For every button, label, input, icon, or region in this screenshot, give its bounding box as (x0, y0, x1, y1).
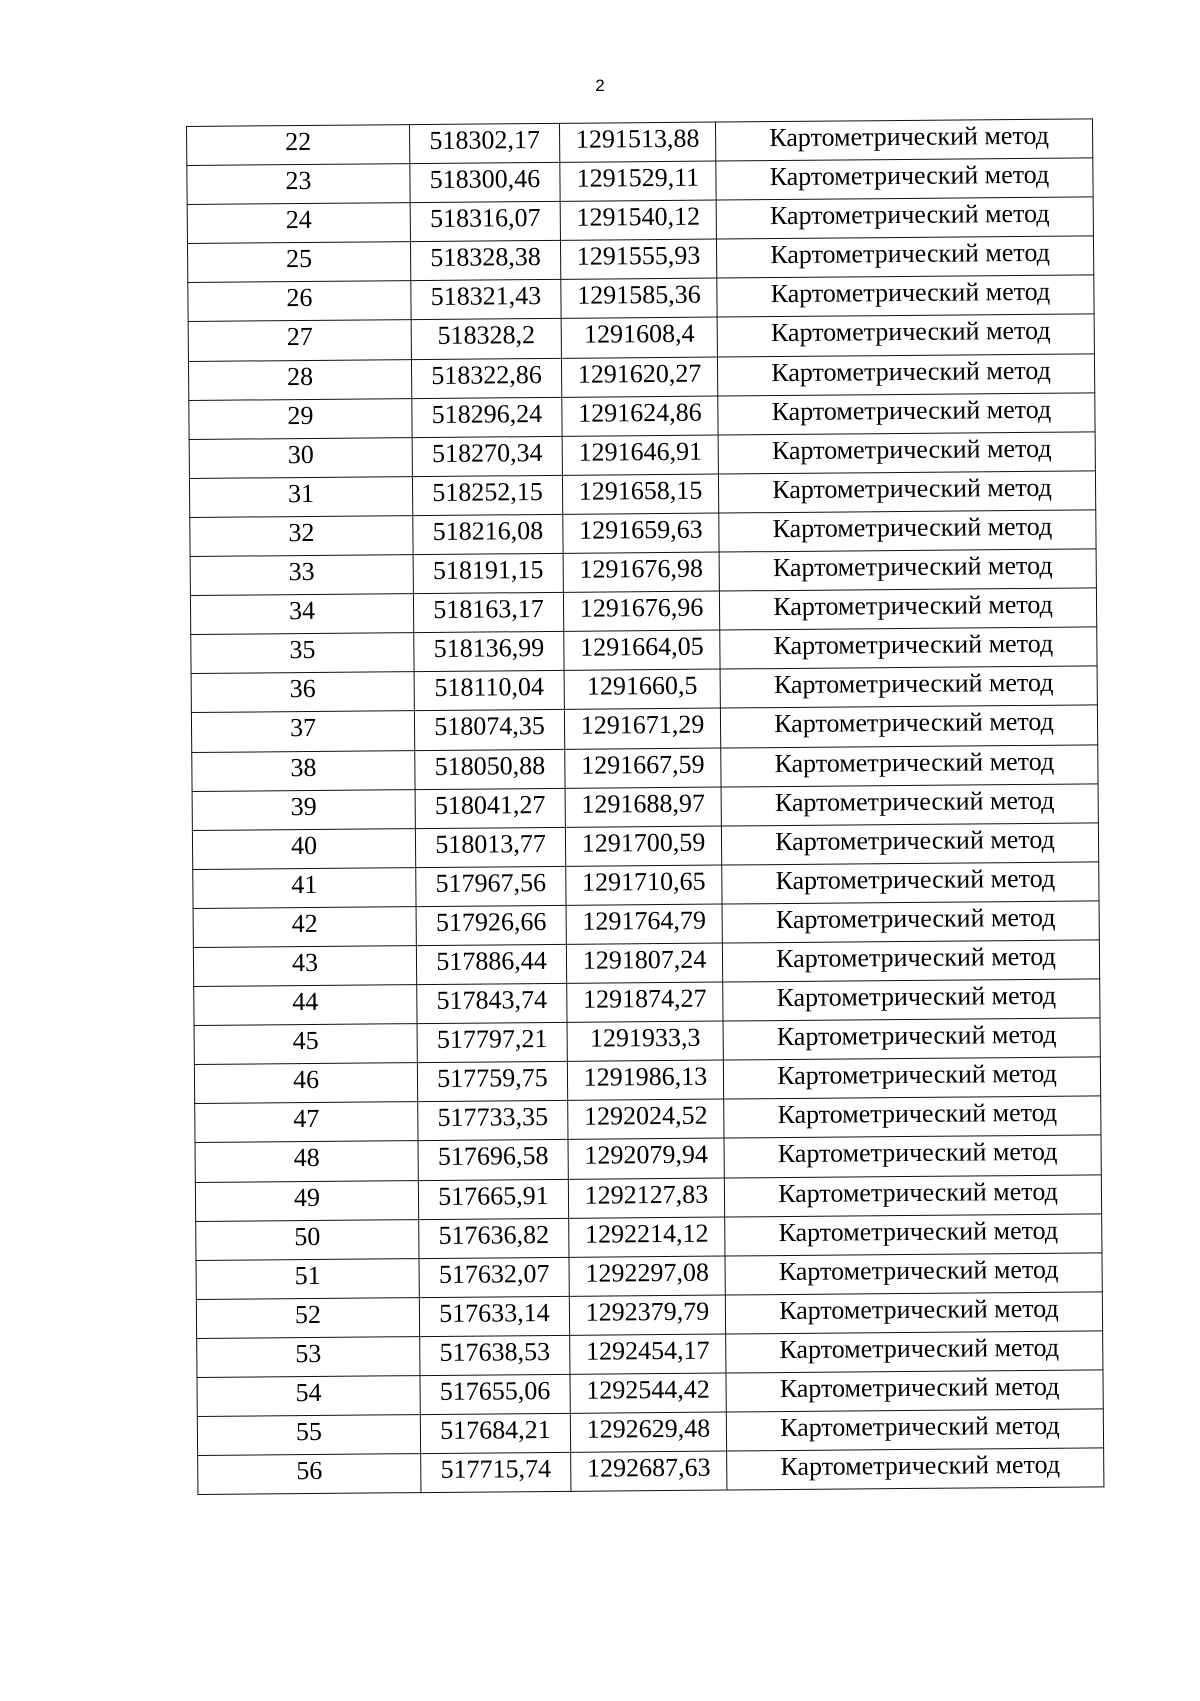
method-cell-text: Картометрический метод (771, 433, 1052, 465)
method-cell-text: Картометрический метод (775, 902, 1056, 934)
x-coordinate-cell-text: 517632,07 (438, 1258, 550, 1289)
y-coordinate-cell (568, 1138, 724, 1178)
y-coordinate-cell-text: 1291676,96 (579, 592, 704, 623)
x-coordinate-cell-text: 518041,27 (434, 789, 546, 820)
point-number-cell (193, 867, 416, 908)
method-cell-text: Картометрический метод (773, 589, 1053, 622)
point-number-cell (195, 1102, 418, 1143)
y-coordinate-cell (567, 1021, 723, 1061)
y-coordinate-cell (560, 200, 716, 240)
method-cell-text: Картометрический метод (771, 355, 1051, 387)
y-coordinate-cell (568, 1178, 724, 1218)
point-number-cell (190, 594, 413, 635)
method-cell (725, 1292, 1102, 1334)
point-number-cell (194, 1024, 417, 1065)
x-coordinate-cell-text: 518321,43 (430, 281, 542, 312)
point-number-cell (187, 164, 410, 205)
method-cell (717, 314, 1094, 356)
x-coordinate-cell (420, 1335, 570, 1375)
method-cell (722, 901, 1099, 943)
y-coordinate-cell (565, 787, 721, 827)
x-coordinate-cell-text: 518270,34 (431, 437, 543, 468)
x-coordinate-cell (413, 553, 563, 593)
point-number-cell (188, 320, 411, 361)
method-cell (720, 705, 1097, 747)
x-coordinate-cell (417, 1022, 567, 1062)
coordinates-table-body (187, 119, 1104, 1495)
method-cell-text: Картометрический метод (769, 159, 1050, 192)
point-number-cell (198, 1454, 421, 1495)
y-coordinate-cell-text: 1291671,29 (580, 710, 705, 741)
x-coordinate-cell-text: 517797,21 (436, 1024, 548, 1055)
y-coordinate-cell (560, 239, 716, 279)
y-coordinate-cell-text: 1292687,63 (586, 1452, 711, 1483)
x-coordinate-cell (418, 1140, 568, 1180)
point-number-cell-text: 38 (290, 752, 317, 782)
point-number-cell (192, 750, 415, 791)
y-coordinate-cell-text: 1291646,91 (578, 436, 703, 467)
y-coordinate-cell-text: 1291555,93 (576, 240, 701, 272)
y-coordinate-cell (563, 513, 719, 553)
method-cell (721, 744, 1098, 786)
method-cell-text: Картометрический метод (778, 1254, 1059, 1286)
method-cell-text: Картометрический метод (776, 941, 1056, 974)
y-coordinate-cell (569, 1217, 725, 1257)
y-coordinate-cell-text: 1291986,13 (583, 1061, 708, 1092)
y-coordinate-cell-text: 1291664,05 (580, 631, 704, 662)
method-cell (716, 197, 1093, 239)
x-coordinate-cell (417, 983, 567, 1023)
point-number-cell-text: 25 (285, 244, 313, 274)
method-cell-text: Картометрический метод (773, 668, 1054, 700)
y-coordinate-cell (565, 826, 721, 866)
method-cell-text: Картометрический метод (778, 1176, 1058, 1208)
x-coordinate-cell (410, 241, 560, 281)
point-number-cell-text: 54 (295, 1377, 322, 1408)
method-cell (722, 862, 1099, 904)
x-coordinate-cell (419, 1296, 569, 1336)
method-cell-text: Картометрический метод (771, 394, 1052, 426)
method-cell-text: Картометрический метод (774, 707, 1054, 739)
x-coordinate-cell (418, 1179, 568, 1219)
x-coordinate-cell-text: 518013,77 (435, 828, 546, 859)
point-number-cell-text: 55 (295, 1417, 323, 1447)
point-number-cell-text: 22 (285, 126, 312, 157)
point-number-cell-text: 29 (287, 400, 314, 430)
y-coordinate-cell (560, 161, 716, 201)
method-cell-text: Картометрический метод (775, 824, 1055, 856)
y-coordinate-cell-text: 1291667,59 (580, 749, 705, 780)
point-number-cell (196, 1258, 419, 1299)
x-coordinate-cell-text: 518300,46 (429, 164, 541, 195)
method-cell (726, 1331, 1103, 1373)
y-coordinate-cell (563, 591, 719, 631)
point-number-cell (194, 1063, 417, 1104)
x-coordinate-cell-text: 518191,15 (432, 555, 544, 585)
point-number-cell-text: 44 (292, 986, 319, 1017)
y-coordinate-cell-text: 1291585,36 (577, 280, 701, 311)
method-cell (716, 158, 1093, 200)
method-cell-text: Картометрический метод (776, 980, 1057, 1013)
point-number-cell (190, 555, 413, 596)
point-number-cell (197, 1376, 420, 1417)
x-coordinate-cell-text: 517843,74 (436, 985, 548, 1015)
x-coordinate-cell-text: 517759,75 (437, 1063, 548, 1094)
y-coordinate-cell (566, 943, 722, 983)
method-cell (724, 1135, 1101, 1177)
method-cell-text: Картометрический метод (770, 277, 1051, 309)
point-number-cell-text: 43 (291, 947, 319, 978)
y-coordinate-cell (561, 278, 717, 318)
y-coordinate-cell-text: 1291660,5 (586, 671, 698, 701)
method-cell-text: Картометрический метод (774, 746, 1055, 778)
x-coordinate-cell (413, 592, 563, 632)
x-coordinate-cell (416, 905, 566, 945)
method-cell-text: Картометрический метод (777, 1058, 1057, 1091)
y-coordinate-cell-text: 1292629,48 (586, 1413, 711, 1444)
x-coordinate-cell-text: 517733,35 (437, 1102, 549, 1133)
point-number-cell (191, 711, 414, 752)
y-coordinate-cell-text: 1291933,3 (589, 1022, 701, 1053)
method-cell-text: Картометрический метод (774, 785, 1055, 817)
point-number-cell-text: 49 (293, 1182, 321, 1212)
method-cell (718, 432, 1095, 474)
method-cell (719, 510, 1096, 552)
point-number-cell-text: 24 (285, 205, 312, 235)
y-coordinate-cell-text: 1291658,15 (578, 475, 703, 506)
point-number-cell-text: 40 (290, 830, 318, 860)
y-coordinate-cell-text: 1291874,27 (582, 983, 707, 1014)
y-coordinate-cell (561, 318, 717, 358)
y-coordinate-cell-text: 1292214,12 (584, 1218, 709, 1249)
x-coordinate-cell (419, 1257, 569, 1297)
point-number-cell-text: 33 (288, 556, 315, 587)
method-cell (718, 393, 1095, 435)
point-number-cell (189, 398, 412, 439)
y-coordinate-cell (569, 1256, 725, 1296)
y-coordinate-cell (569, 1295, 725, 1335)
y-coordinate-cell (570, 1412, 726, 1452)
y-coordinate-cell-text: 1291513,88 (575, 123, 700, 154)
x-coordinate-cell (411, 280, 561, 320)
point-number-cell (193, 946, 416, 987)
y-coordinate-cell (568, 1099, 724, 1139)
x-coordinate-cell (420, 1413, 570, 1453)
x-coordinate-cell-text: 517684,21 (440, 1415, 551, 1446)
y-coordinate-cell-text: 1292379,79 (585, 1296, 710, 1327)
method-cell-text: Картометрический метод (778, 1215, 1059, 1247)
table-row (198, 1448, 1104, 1495)
point-number-cell-text: 48 (293, 1143, 320, 1173)
x-coordinate-cell-text: 518074,35 (434, 711, 545, 742)
y-coordinate-cell (563, 552, 719, 592)
y-coordinate-cell (567, 1060, 723, 1100)
x-coordinate-cell-text: 518110,04 (434, 672, 545, 703)
method-cell (721, 823, 1098, 865)
y-coordinate-cell (570, 1373, 726, 1413)
x-coordinate-cell (416, 866, 566, 906)
method-cell-text: Картометрический метод (780, 1410, 1060, 1443)
y-coordinate-cell (564, 708, 720, 748)
point-number-cell-text: 28 (286, 361, 314, 391)
method-cell (724, 1096, 1101, 1138)
y-coordinate-cell-text: 1292454,17 (585, 1335, 710, 1366)
y-coordinate-cell (571, 1451, 727, 1491)
method-cell (720, 627, 1097, 669)
x-coordinate-cell-text: 518322,86 (431, 359, 542, 390)
y-coordinate-cell-text: 1291620,27 (577, 358, 702, 389)
point-number-cell (195, 1180, 418, 1221)
x-coordinate-cell-text: 517967,56 (435, 867, 547, 898)
x-coordinate-cell-text: 517655,06 (439, 1375, 551, 1406)
point-number-cell (187, 203, 410, 244)
method-cell-text: Картометрический метод (779, 1332, 1060, 1364)
x-coordinate-cell-text: 518163,17 (433, 594, 544, 625)
x-coordinate-cell (420, 1374, 570, 1414)
method-cell-text: Картометрический метод (775, 863, 1056, 895)
y-coordinate-cell-text: 1291608,4 (583, 319, 695, 350)
point-number-cell-text: 30 (287, 439, 314, 469)
point-number-cell-text: 56 (296, 1456, 323, 1486)
point-number-cell-text: 31 (287, 478, 315, 509)
point-number-cell (195, 1141, 418, 1182)
method-cell (715, 119, 1092, 161)
method-cell-text: Картометрический метод (769, 198, 1050, 231)
y-coordinate-cell-text: 1292297,08 (585, 1257, 709, 1288)
point-number-cell-text: 46 (292, 1065, 320, 1095)
method-cell (725, 1213, 1102, 1255)
point-number-cell (193, 906, 416, 947)
point-number-cell-text: 27 (286, 322, 313, 352)
method-cell-text: Картометрический метод (770, 316, 1051, 348)
point-number-cell-text: 52 (294, 1299, 322, 1329)
point-number-cell-text: 41 (291, 869, 318, 899)
point-number-cell-text: 35 (289, 635, 316, 665)
x-coordinate-cell (418, 1101, 568, 1141)
method-cell (718, 471, 1095, 513)
method-cell-text: Картометрический метод (777, 1137, 1058, 1169)
point-number-cell-text: 51 (294, 1260, 321, 1290)
method-cell (722, 940, 1099, 982)
point-number-cell-text: 23 (285, 166, 312, 196)
y-coordinate-cell-text: 1292127,83 (584, 1179, 709, 1210)
coordinates-table (186, 118, 1104, 1495)
x-coordinate-cell (416, 944, 566, 984)
point-number-cell (192, 828, 415, 869)
method-cell-text: Картометрический метод (773, 628, 1054, 661)
y-coordinate-cell-text: 1291807,24 (582, 944, 707, 975)
x-coordinate-cell-text: 518136,99 (433, 633, 545, 664)
y-coordinate-cell (564, 630, 720, 670)
method-cell-text: Картометрический метод (779, 1371, 1060, 1404)
x-coordinate-cell-text: 517926,66 (435, 906, 547, 937)
x-coordinate-cell (417, 1062, 567, 1102)
method-cell-text: Картометрический метод (769, 120, 1050, 153)
method-cell-text: Картометрический метод (776, 1019, 1057, 1052)
y-coordinate-cell (561, 357, 717, 397)
point-number-cell-text: 53 (295, 1338, 322, 1369)
x-coordinate-cell-text: 518302,17 (429, 125, 540, 155)
point-number-cell (189, 437, 412, 478)
method-cell-text: Картометрический метод (779, 1293, 1059, 1325)
point-number-cell-text: 26 (286, 283, 313, 313)
point-number-cell (190, 516, 413, 557)
x-coordinate-cell-text: 517715,74 (440, 1454, 552, 1485)
point-number-cell (191, 672, 414, 713)
y-coordinate-cell (564, 669, 720, 709)
point-number-cell-text: 45 (292, 1026, 319, 1056)
x-coordinate-cell-text: 517886,44 (436, 945, 547, 976)
x-coordinate-cell-text: 518328,38 (430, 242, 541, 273)
method-cell (717, 275, 1094, 317)
x-coordinate-cell (412, 397, 562, 437)
y-coordinate-cell (562, 396, 718, 436)
y-coordinate-cell (566, 904, 722, 944)
method-cell-text: Картометрический метод (777, 1098, 1058, 1130)
point-number-cell (191, 633, 414, 674)
x-coordinate-cell-text: 518316,07 (429, 203, 541, 234)
method-cell-text: Картометрический метод (780, 1449, 1061, 1482)
point-number-cell (188, 281, 411, 322)
x-coordinate-cell (421, 1453, 571, 1493)
method-cell-text: Картометрический метод (770, 238, 1050, 270)
point-number-cell-text: 37 (289, 713, 317, 743)
x-coordinate-cell (411, 358, 561, 398)
x-coordinate-cell-text: 517638,53 (439, 1336, 551, 1367)
point-number-cell (188, 359, 411, 400)
y-coordinate-cell (565, 748, 721, 788)
x-coordinate-cell-text: 518050,88 (434, 750, 546, 781)
method-cell (719, 588, 1096, 630)
page-number: 2 (595, 76, 605, 95)
y-coordinate-cell-text: 1291710,65 (581, 866, 706, 897)
x-coordinate-cell (411, 319, 561, 359)
point-number-cell (189, 476, 412, 517)
x-coordinate-cell (414, 671, 564, 711)
point-number-cell-text: 32 (288, 517, 315, 548)
point-number-cell-text: 39 (290, 791, 317, 821)
point-number-cell-text: 50 (294, 1221, 321, 1251)
y-coordinate-cell-text: 1292079,94 (584, 1140, 709, 1171)
method-cell-text: Картометрический метод (772, 472, 1052, 504)
method-cell (723, 1057, 1100, 1099)
x-coordinate-cell (415, 749, 565, 789)
y-coordinate-cell-text: 1292544,42 (586, 1374, 710, 1405)
x-coordinate-cell-text: 518252,15 (432, 476, 543, 507)
x-coordinate-cell-text: 517633,14 (439, 1297, 550, 1328)
method-cell (720, 666, 1097, 708)
y-coordinate-cell (562, 435, 718, 475)
x-coordinate-cell (409, 123, 559, 163)
y-coordinate-cell-text: 1291676,98 (579, 553, 704, 584)
point-number-cell-text: 34 (288, 596, 316, 626)
x-coordinate-cell-text: 517696,58 (437, 1141, 549, 1172)
y-coordinate-cell-text: 1291659,63 (579, 514, 703, 545)
method-cell (716, 236, 1093, 278)
x-coordinate-cell (412, 436, 562, 476)
point-number-cell (192, 789, 415, 830)
x-coordinate-cell (419, 1218, 569, 1258)
method-cell-text: Картометрический метод (772, 550, 1053, 583)
method-cell (717, 353, 1094, 395)
x-coordinate-cell (415, 788, 565, 828)
point-number-cell (196, 1219, 419, 1260)
x-coordinate-cell-text: 517665,91 (438, 1180, 549, 1211)
method-cell (727, 1448, 1104, 1490)
x-coordinate-cell (410, 162, 560, 202)
x-coordinate-cell-text: 518216,08 (432, 515, 544, 546)
x-coordinate-cell (414, 632, 564, 672)
method-cell (723, 979, 1100, 1021)
y-coordinate-cell (566, 865, 722, 905)
y-coordinate-cell-text: 1291700,59 (581, 827, 706, 858)
x-coordinate-cell (412, 475, 562, 515)
method-cell (719, 549, 1096, 591)
point-number-cell-text: 36 (289, 674, 316, 704)
method-cell (726, 1409, 1103, 1451)
method-cell (726, 1370, 1103, 1412)
y-coordinate-cell-text: 1291624,86 (578, 397, 702, 428)
point-number-cell (187, 125, 410, 166)
y-coordinate-cell-text: 1291688,97 (581, 788, 706, 819)
y-coordinate-cell (570, 1334, 726, 1374)
y-coordinate-cell (559, 122, 715, 162)
point-number-cell-text: 42 (291, 908, 318, 939)
method-cell (725, 1253, 1102, 1295)
y-coordinate-cell-text: 1292024,52 (583, 1101, 708, 1132)
x-coordinate-cell-text: 518328,2 (437, 320, 536, 351)
point-number-cell (196, 1297, 419, 1338)
x-coordinate-cell-text: 518296,24 (431, 398, 543, 429)
x-coordinate-cell (415, 827, 565, 867)
method-cell-text: Картометрический метод (772, 511, 1053, 544)
y-coordinate-cell-text: 1291529,11 (576, 162, 700, 193)
x-coordinate-cell (414, 710, 564, 750)
point-number-cell (197, 1415, 420, 1456)
x-coordinate-cell-text: 517636,82 (438, 1219, 550, 1250)
y-coordinate-cell-text: 1291540,12 (576, 201, 701, 232)
x-coordinate-cell (413, 514, 563, 554)
method-cell (723, 1018, 1100, 1060)
point-number-cell (197, 1336, 420, 1377)
point-number-cell-text: 47 (293, 1104, 320, 1134)
method-cell (721, 783, 1098, 825)
y-coordinate-cell (562, 474, 718, 514)
y-coordinate-cell (567, 982, 723, 1022)
y-coordinate-cell-text: 1291764,79 (582, 905, 707, 936)
point-number-cell (187, 242, 410, 283)
x-coordinate-cell (410, 202, 560, 242)
point-number-cell (194, 985, 417, 1026)
method-cell (724, 1174, 1101, 1216)
